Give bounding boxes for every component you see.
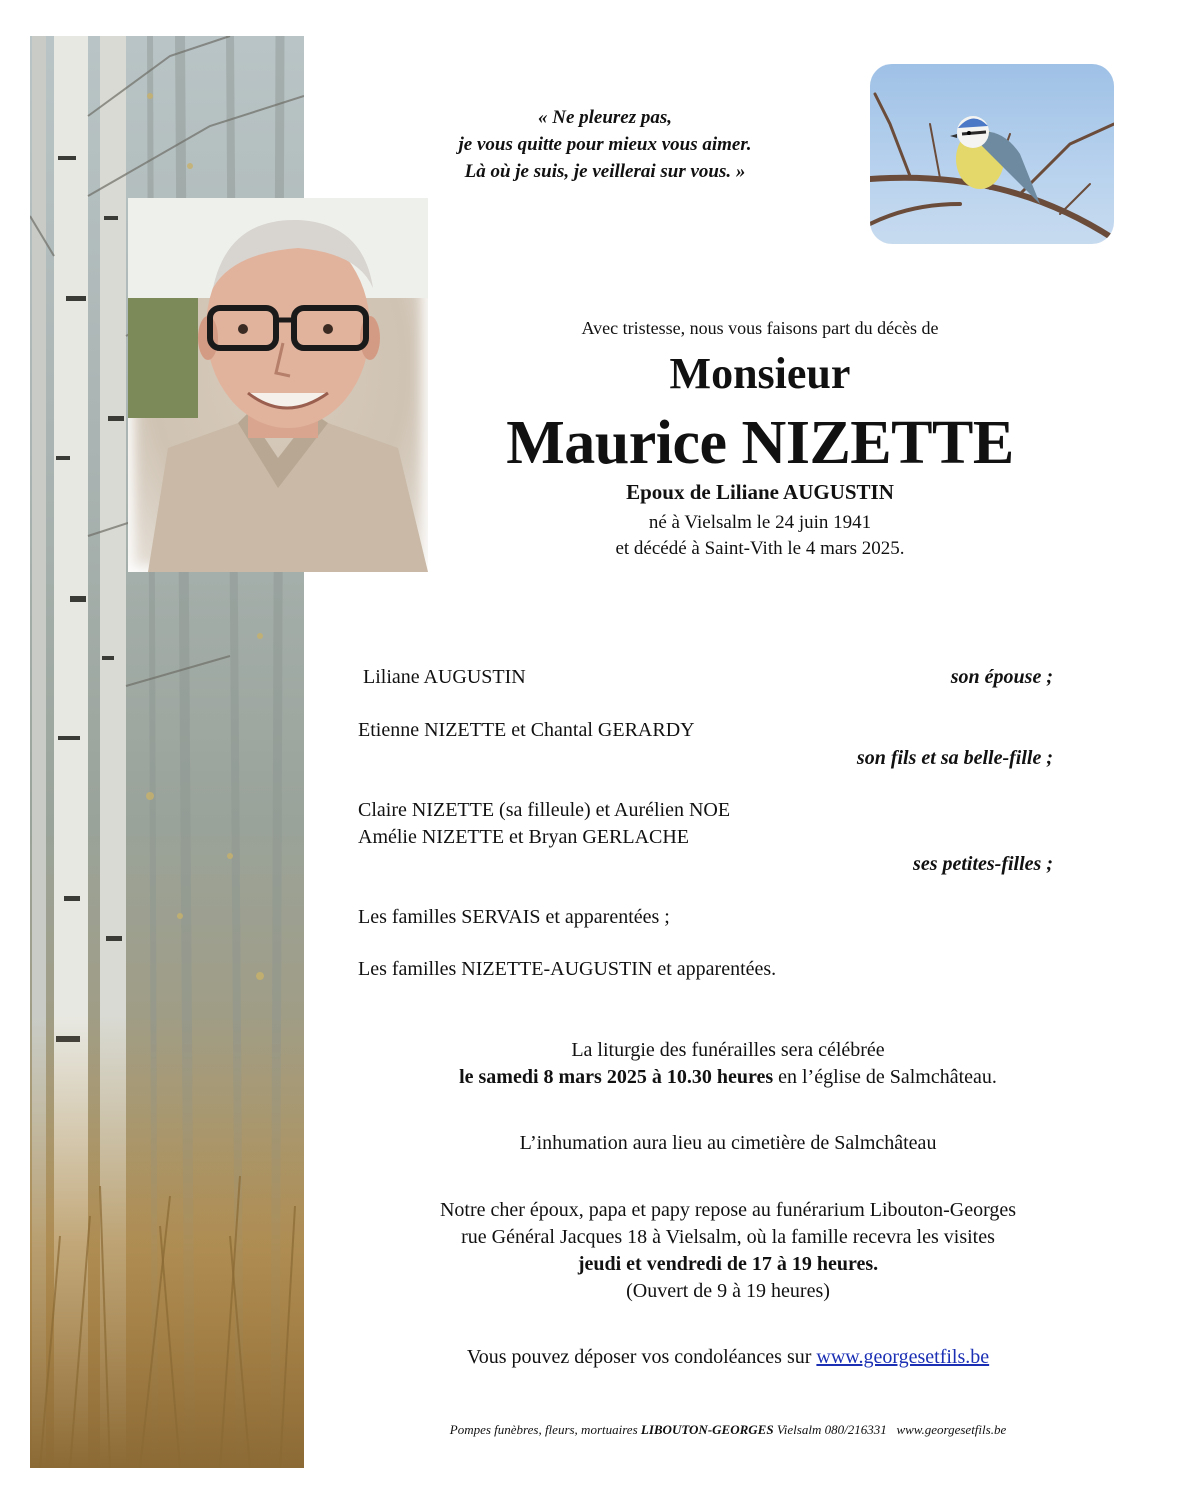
family-name: Les familles NIZETTE-AUGUSTIN et apparentées.	[358, 958, 777, 980]
footer-company: LIBOUTON-GEORGES	[640, 1422, 774, 1437]
footer-suffix: Vielsalm 080/216331 www.georgesetfils.be	[773, 1422, 1007, 1437]
liturgy-block	[360, 1037, 1096, 1091]
visitation-hours-text: jeudi et vendredi de 17 à 19 heures.	[577, 1253, 879, 1275]
visitation-hours	[360, 1251, 1096, 1278]
family-name: Claire NIZETTE (sa filleule) et Aurélien NOE	[358, 799, 731, 821]
family-relation: ses petites-filles ;	[913, 853, 1053, 875]
death-line: et décédé à Saint-Vith le 4 mars 2025.	[615, 538, 905, 559]
footer-prefix: Pompes funèbres, fleurs, mortuaires	[449, 1422, 641, 1437]
bluetit-photo	[870, 64, 1114, 244]
family-relation: son épouse ;	[950, 666, 1053, 688]
quote	[400, 104, 810, 185]
announcement-intro: Avec tristesse, nous vous faisons part du décès de	[581, 318, 939, 338]
portrait-photo	[128, 198, 428, 572]
condolences-text: Vous pouvez déposer vos condoléances sur	[466, 1346, 817, 1368]
condolences-line	[360, 1344, 1096, 1371]
family-relation: son fils et sa belle-fille ;	[856, 747, 1053, 769]
spouse-line: Epoux de Liliane AUGUSTIN	[626, 480, 894, 504]
liturgy-date: le samedi 8 mars 2025 à 10.30 heures	[459, 1066, 774, 1088]
family-entry	[358, 956, 1053, 983]
liturgy-line: La liturgie des funérailles sera célébrée	[571, 1039, 885, 1061]
family-name: Etienne NIZETTE et Chantal GERARDY	[358, 719, 695, 741]
quote-line-3: Là où je suis, je veillerai sur vous. »	[464, 161, 746, 182]
quote-line-1: « Ne pleurez pas,	[537, 107, 673, 128]
quote-line-2: je vous quitte pour mieux vous aimer.	[458, 134, 752, 155]
visitation-line: Notre cher époux, papa et papy repose au funérarium Libouton-Georges	[439, 1199, 1017, 1221]
family-name: Les familles SERVAIS et apparentées ;	[358, 906, 670, 928]
family-name: Liliane AUGUSTIN	[363, 666, 526, 688]
visitation-line: rue Général Jacques 18 à Vielsalm, où la famille recevra les visites	[461, 1226, 995, 1248]
visitation-block	[360, 1197, 1096, 1305]
family-entry	[358, 797, 1053, 879]
liturgy-place: en l’église de Salmchâteau.	[773, 1066, 997, 1088]
condolences-link[interactable]: www.georgesetfils.be	[816, 1346, 990, 1368]
birth-line: né à Vielsalm le 24 juin 1941	[648, 512, 872, 533]
family-entry	[358, 904, 1053, 931]
family-name: Amélie NIZETTE et Bryan GERLACHE	[358, 826, 690, 848]
family-entry	[358, 664, 1053, 691]
footer	[360, 1422, 1096, 1438]
honorific: Monsieur	[669, 349, 851, 398]
deceased-name: Maurice NIZETTE	[506, 409, 1014, 477]
burial-line: L’inhumation aura lieu au cimetière de Salmchâteau	[519, 1132, 937, 1154]
family-entry	[358, 717, 1053, 773]
dates	[460, 510, 1060, 562]
opening-hours: (Ouvert de 9 à 19 heures)	[626, 1280, 830, 1302]
liturgy-date-line	[360, 1064, 1096, 1091]
